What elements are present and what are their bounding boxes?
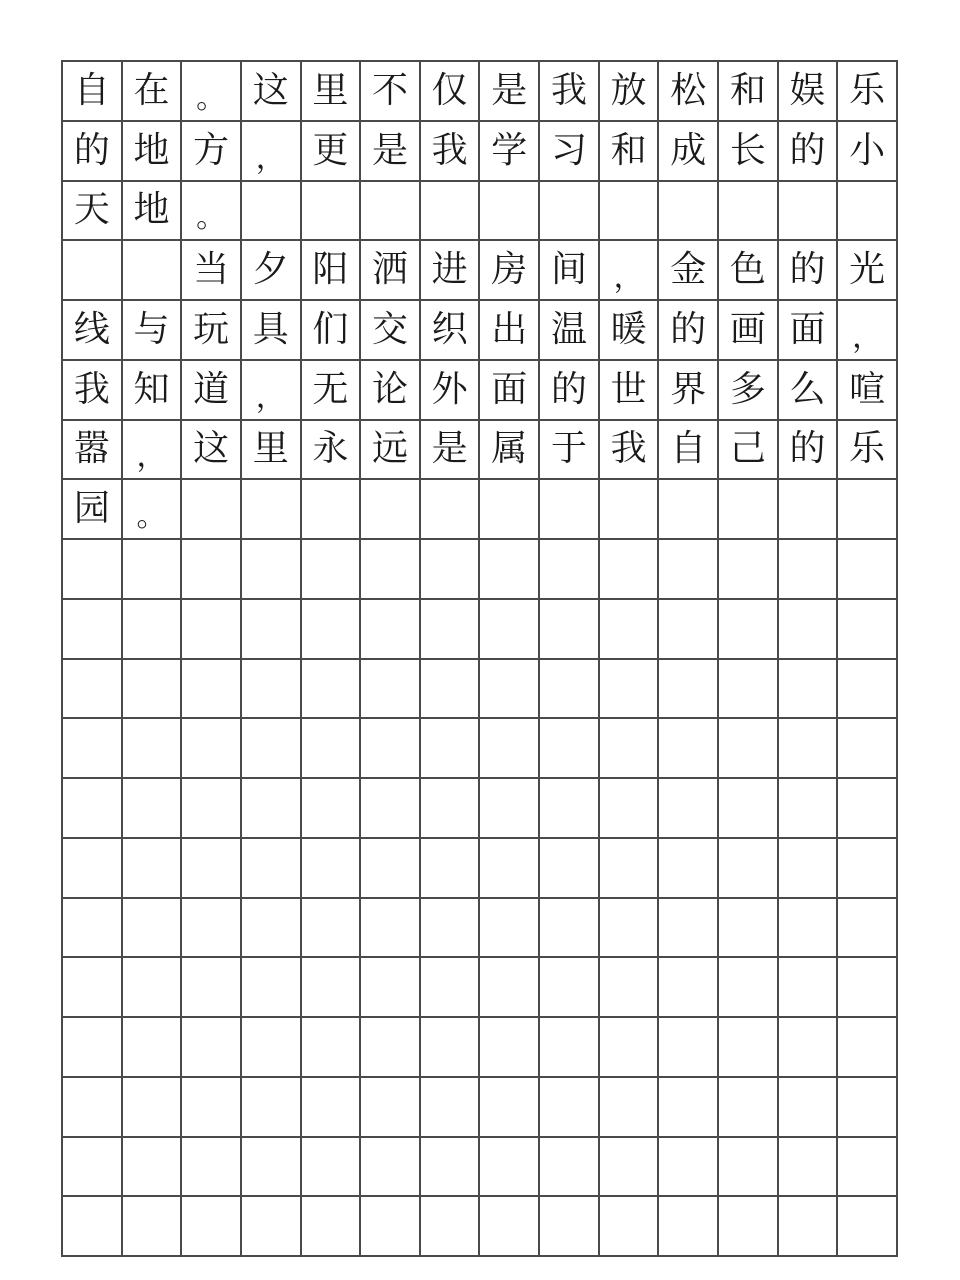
- grid-cell: [657, 837, 717, 897]
- grid-cell: [419, 1195, 479, 1255]
- grid-cell: 多: [717, 359, 777, 419]
- grid-cell: 里: [300, 60, 360, 120]
- grid-cell: [359, 897, 419, 957]
- grid-cell: 和: [717, 60, 777, 120]
- grid-cell: [717, 1016, 777, 1076]
- grid-cell: [717, 598, 777, 658]
- grid-cell: [180, 717, 240, 777]
- grid-cell: 知: [121, 359, 181, 419]
- grid-cell: [61, 777, 121, 837]
- grid-cell: [717, 1136, 777, 1196]
- grid-cell: [836, 837, 896, 897]
- grid-cell: [657, 478, 717, 538]
- grid-cell: [836, 538, 896, 598]
- grid-cell: [598, 1136, 658, 1196]
- grid-cell: 金: [657, 239, 717, 299]
- grid-cell: 成: [657, 120, 717, 180]
- grid-cell: [180, 478, 240, 538]
- grid-cell: [538, 598, 598, 658]
- grid-cell: [598, 777, 658, 837]
- grid-cell: [300, 1195, 360, 1255]
- grid-cell: [121, 1195, 181, 1255]
- grid-cell: [657, 1016, 717, 1076]
- grid-cell: [657, 598, 717, 658]
- grid-cell: [419, 598, 479, 658]
- grid-cell: [300, 956, 360, 1016]
- grid-cell: [419, 777, 479, 837]
- grid-cell: [657, 1076, 717, 1136]
- grid-cell: [419, 538, 479, 598]
- grid-cell: 。: [121, 478, 181, 538]
- grid-cell: 与: [121, 299, 181, 359]
- grid-cell: 的: [777, 419, 837, 479]
- grid-cell: [359, 1016, 419, 1076]
- grid-cell: [121, 1136, 181, 1196]
- grid-cell: [359, 1195, 419, 1255]
- grid-cell: [836, 180, 896, 240]
- grid-cell: [836, 478, 896, 538]
- grid-cell: [180, 1076, 240, 1136]
- grid-cell: [300, 897, 360, 957]
- grid-cell: [657, 538, 717, 598]
- grid-cell: 小: [836, 120, 896, 180]
- grid-cell: 和: [598, 120, 658, 180]
- grid-cell: [717, 658, 777, 718]
- grid-cell: 世: [598, 359, 658, 419]
- grid-cell: [180, 837, 240, 897]
- grid-cell: [240, 1195, 300, 1255]
- grid-cell: 线: [61, 299, 121, 359]
- grid-cell: 我: [538, 60, 598, 120]
- grid-cell: 光: [836, 239, 896, 299]
- grid-cell: [240, 538, 300, 598]
- grid-cell: [538, 1136, 598, 1196]
- grid-cell: [717, 180, 777, 240]
- grid-cell: [657, 897, 717, 957]
- grid-cell: [836, 598, 896, 658]
- grid-cell: [657, 1195, 717, 1255]
- grid-cell: [717, 837, 777, 897]
- grid-cell: [300, 180, 360, 240]
- grid-cell: [180, 1016, 240, 1076]
- grid-cell: [657, 658, 717, 718]
- grid-cell: [717, 1195, 777, 1255]
- grid-cell: 的: [61, 120, 121, 180]
- grid-cell: [538, 837, 598, 897]
- grid-cell: [300, 538, 360, 598]
- grid-cell: [478, 598, 538, 658]
- grid-cell: 界: [657, 359, 717, 419]
- grid-cell: 娱: [777, 60, 837, 120]
- grid-cell: [61, 1016, 121, 1076]
- grid-cell: [717, 897, 777, 957]
- grid-cell: 喧: [836, 359, 896, 419]
- grid-cell: [777, 1195, 837, 1255]
- grid-cell: [419, 956, 479, 1016]
- grid-cell: 论: [359, 359, 419, 419]
- grid-cell: [836, 658, 896, 718]
- grid-cell: [121, 717, 181, 777]
- grid-cell: 外: [419, 359, 479, 419]
- grid-cell: [598, 658, 658, 718]
- grid-cell: 色: [717, 239, 777, 299]
- grid-cell: [61, 837, 121, 897]
- grid-cell: [359, 777, 419, 837]
- grid-cell: [419, 478, 479, 538]
- grid-cell: [300, 717, 360, 777]
- grid-cell: 阳: [300, 239, 360, 299]
- grid-cell: 己: [717, 419, 777, 479]
- grid-cell: [180, 777, 240, 837]
- grid-cell: [61, 897, 121, 957]
- grid-cell: [836, 956, 896, 1016]
- grid-cell: ，: [240, 120, 300, 180]
- grid-cell: [478, 837, 538, 897]
- grid-cell: [359, 956, 419, 1016]
- grid-cell: [657, 1136, 717, 1196]
- grid-cell: [300, 1016, 360, 1076]
- grid-cell: [300, 777, 360, 837]
- grid-cell: ，: [121, 419, 181, 479]
- grid-cell: [657, 777, 717, 837]
- grid-cell: [777, 897, 837, 957]
- grid-cell: [717, 777, 777, 837]
- grid-cell: 学: [478, 120, 538, 180]
- grid-cell: [598, 180, 658, 240]
- grid-cell: 方: [180, 120, 240, 180]
- grid-cell: [419, 837, 479, 897]
- grid-cell: 在: [121, 60, 181, 120]
- grid-cell: [538, 1016, 598, 1076]
- grid-cell: 地: [121, 120, 181, 180]
- grid-cell: [598, 837, 658, 897]
- grid-cell: 暖: [598, 299, 658, 359]
- grid-cell: [359, 180, 419, 240]
- grid-cell: [419, 717, 479, 777]
- grid-cell: ，: [240, 359, 300, 419]
- grid-cell: 玩: [180, 299, 240, 359]
- grid-cell: 进: [419, 239, 479, 299]
- grid-cell: [598, 538, 658, 598]
- grid-cell: 的: [777, 239, 837, 299]
- grid-cell: [419, 1136, 479, 1196]
- grid-cell: [598, 956, 658, 1016]
- grid-cell: [717, 1076, 777, 1136]
- grid-cell: [121, 658, 181, 718]
- grid-cell: [717, 956, 777, 1016]
- grid-cell: [836, 1195, 896, 1255]
- grid-cell: [538, 717, 598, 777]
- grid-cell: [777, 777, 837, 837]
- grid-cell: [478, 658, 538, 718]
- grid-cell: 交: [359, 299, 419, 359]
- grid-cell: [538, 956, 598, 1016]
- grid-cell: [359, 598, 419, 658]
- grid-cell: [180, 598, 240, 658]
- grid-cell: 地: [121, 180, 181, 240]
- grid-cell: 于: [538, 419, 598, 479]
- grid-cell: [478, 897, 538, 957]
- grid-cell: [240, 777, 300, 837]
- grid-cell: 出: [478, 299, 538, 359]
- grid-cell: [598, 1076, 658, 1136]
- grid-cell: 乐: [836, 419, 896, 479]
- grid-cell: 的: [538, 359, 598, 419]
- grid-cell: [61, 1195, 121, 1255]
- grid-cell: [61, 239, 121, 299]
- grid-cell: [180, 1136, 240, 1196]
- grid-cell: [121, 837, 181, 897]
- grid-cell: [180, 1195, 240, 1255]
- grid-cell: [538, 897, 598, 957]
- grid-cell: 乐: [836, 60, 896, 120]
- grid-cell: 园: [61, 478, 121, 538]
- grid-cell: [61, 598, 121, 658]
- grid-cell: [180, 956, 240, 1016]
- grid-cell: [657, 180, 717, 240]
- grid-cell: 具: [240, 299, 300, 359]
- grid-cell: [598, 717, 658, 777]
- grid-cell: [538, 658, 598, 718]
- grid-cell: [419, 897, 479, 957]
- grid-cell: [180, 538, 240, 598]
- grid-cell: ，: [598, 239, 658, 299]
- grid-cell: [419, 1076, 479, 1136]
- grid-cell: 的: [777, 120, 837, 180]
- grid-cell: [538, 180, 598, 240]
- grid-cell: [777, 717, 837, 777]
- grid-cell: [300, 658, 360, 718]
- grid-cell: [121, 1016, 181, 1076]
- grid-cell: [657, 956, 717, 1016]
- grid-cell: 松: [657, 60, 717, 120]
- grid-cell: [419, 1016, 479, 1076]
- grid-cell: [61, 1136, 121, 1196]
- grid-cell: 面: [478, 359, 538, 419]
- grid-cell: 自: [61, 60, 121, 120]
- grid-cell: [538, 478, 598, 538]
- grid-cell: [359, 1076, 419, 1136]
- grid-cell: 我: [419, 120, 479, 180]
- grid-cell: 道: [180, 359, 240, 419]
- grid-cell: 更: [300, 120, 360, 180]
- grid-cell: [478, 1076, 538, 1136]
- grid-cell: [538, 538, 598, 598]
- grid-cell: [240, 1016, 300, 1076]
- grid-cell: [121, 239, 181, 299]
- grid-cell: [836, 897, 896, 957]
- grid-cell: 自: [657, 419, 717, 479]
- grid-cell: [61, 538, 121, 598]
- grid-cell: [478, 1195, 538, 1255]
- grid-cell: [777, 478, 837, 538]
- grid-cell: 是: [419, 419, 479, 479]
- grid-cell: [777, 956, 837, 1016]
- grid-cell: 永: [300, 419, 360, 479]
- grid-cell: [836, 1016, 896, 1076]
- grid-cell: [359, 717, 419, 777]
- grid-cell: [777, 180, 837, 240]
- grid-cell: [717, 717, 777, 777]
- grid-cell: [478, 777, 538, 837]
- grid-cell: 温: [538, 299, 598, 359]
- grid-cell: [359, 478, 419, 538]
- grid-cell: [836, 777, 896, 837]
- grid-cell: 仅: [419, 60, 479, 120]
- grid-cell: 夕: [240, 239, 300, 299]
- grid-cell: [121, 897, 181, 957]
- grid-cell: [538, 1076, 598, 1136]
- grid-cell: [359, 658, 419, 718]
- grid-cell: 不: [359, 60, 419, 120]
- grid-cell: [121, 538, 181, 598]
- grid-cell: 长: [717, 120, 777, 180]
- grid-cell: [478, 538, 538, 598]
- grid-cell: 们: [300, 299, 360, 359]
- grid-cell: 洒: [359, 239, 419, 299]
- grid-cell: [419, 658, 479, 718]
- grid-cell: [359, 1136, 419, 1196]
- grid-cell: 远: [359, 419, 419, 479]
- grid-cell: [300, 598, 360, 658]
- grid-cell: 是: [478, 60, 538, 120]
- grid-cell: 属: [478, 419, 538, 479]
- grid-cell: 这: [240, 60, 300, 120]
- grid-cell: [478, 956, 538, 1016]
- grid-cell: [240, 837, 300, 897]
- grid-cell: [717, 478, 777, 538]
- grid-cell: [538, 1195, 598, 1255]
- grid-cell: 这: [180, 419, 240, 479]
- grid-cell: 放: [598, 60, 658, 120]
- grid-cell: 面: [777, 299, 837, 359]
- grid-cell: [240, 956, 300, 1016]
- grid-cell: [240, 717, 300, 777]
- grid-cell: 我: [598, 419, 658, 479]
- grid-cell: [240, 180, 300, 240]
- grid-cell: [478, 717, 538, 777]
- composition-grid-paper: [61, 60, 898, 1257]
- grid-cell: [300, 837, 360, 897]
- grid-cell: 习: [538, 120, 598, 180]
- grid-cell: [240, 1076, 300, 1136]
- grid-cell: 里: [240, 419, 300, 479]
- grid-cell: [478, 180, 538, 240]
- grid-cell: [61, 658, 121, 718]
- grid-cell: 当: [180, 239, 240, 299]
- grid-cell: [240, 1136, 300, 1196]
- grid-cell: 。: [180, 180, 240, 240]
- grid-cell: [777, 598, 837, 658]
- grid-cell: [419, 180, 479, 240]
- grid-cell: [61, 1076, 121, 1136]
- grid-cell: [240, 658, 300, 718]
- grid-cell: [777, 1076, 837, 1136]
- grid-cell: [777, 658, 837, 718]
- grid-cell: [836, 1076, 896, 1136]
- grid-cell: [777, 837, 837, 897]
- grid-cell: [598, 598, 658, 658]
- grid-cell: [598, 1016, 658, 1076]
- grid-cell: [121, 777, 181, 837]
- grid-cell: [300, 1136, 360, 1196]
- grid-cell: 无: [300, 359, 360, 419]
- grid-cell: [777, 538, 837, 598]
- grid-cell: [836, 1136, 896, 1196]
- grid-cell: [240, 598, 300, 658]
- grid-cell: [657, 717, 717, 777]
- grid-cell: 么: [777, 359, 837, 419]
- grid-cell: ，: [836, 299, 896, 359]
- grid-cell: [777, 1136, 837, 1196]
- grid-cell: 间: [538, 239, 598, 299]
- grid-cell: 。: [180, 60, 240, 120]
- grid-cell: [300, 478, 360, 538]
- grid-cell: [180, 658, 240, 718]
- grid-cell: [121, 1076, 181, 1136]
- grid-cell: [478, 1016, 538, 1076]
- grid-cell: [478, 478, 538, 538]
- grid-cell: [300, 1076, 360, 1136]
- grid-cell: [180, 897, 240, 957]
- grid-cell: [61, 717, 121, 777]
- grid-cell: [359, 538, 419, 598]
- grid-cell: [598, 897, 658, 957]
- grid-cell: [359, 837, 419, 897]
- grid-cell: [121, 598, 181, 658]
- grid-cell: 织: [419, 299, 479, 359]
- grid-cell: [240, 897, 300, 957]
- grid-cell: 的: [657, 299, 717, 359]
- grid-cell: 房: [478, 239, 538, 299]
- grid-cell: [717, 538, 777, 598]
- grid-cell: 我: [61, 359, 121, 419]
- grid-cell: [598, 1195, 658, 1255]
- grid-cell: 画: [717, 299, 777, 359]
- grid-cell: [61, 956, 121, 1016]
- grid-cell: [777, 1016, 837, 1076]
- grid-cell: [240, 478, 300, 538]
- grid-cell: 天: [61, 180, 121, 240]
- grid-cell: [538, 777, 598, 837]
- grid-cell: [598, 478, 658, 538]
- grid-cell: [121, 956, 181, 1016]
- grid-cell: 嚣: [61, 419, 121, 479]
- grid-cell: [478, 1136, 538, 1196]
- grid-cell: 是: [359, 120, 419, 180]
- grid-cell: [836, 717, 896, 777]
